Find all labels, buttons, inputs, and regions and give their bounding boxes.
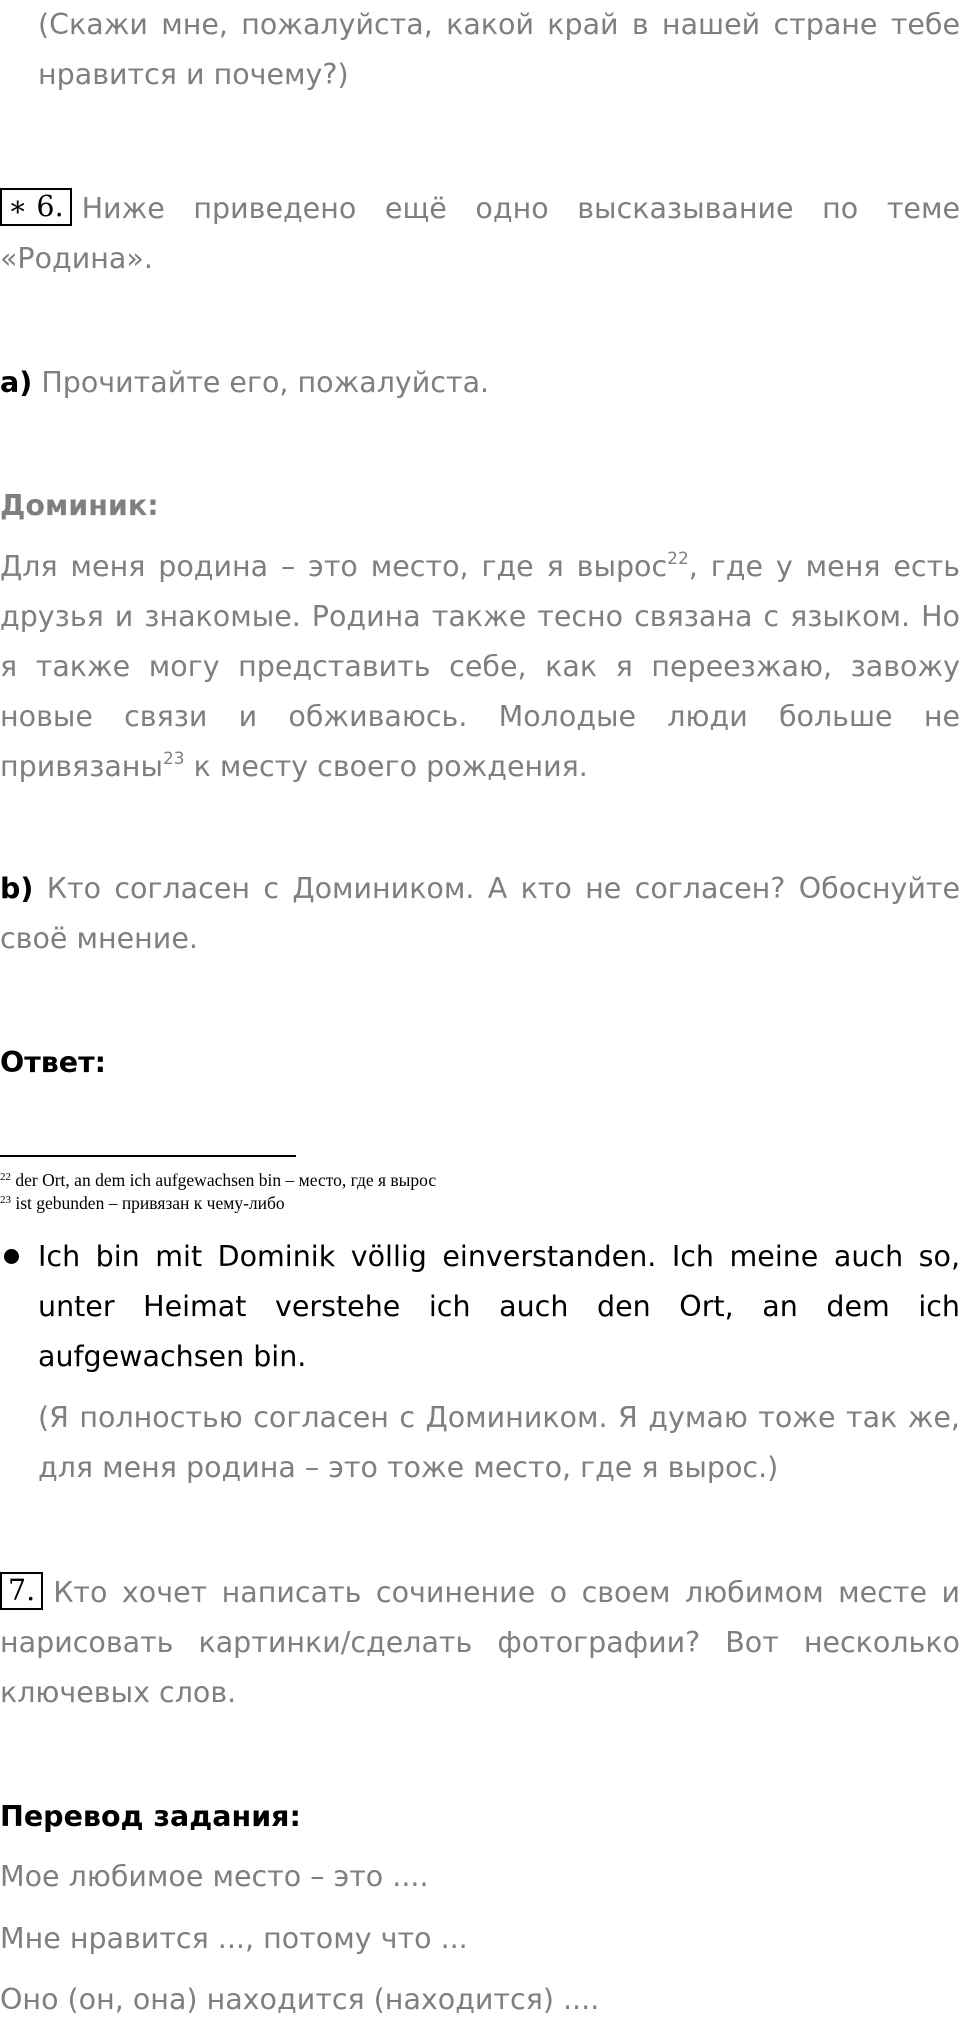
quote-part-1: Для меня родина – это место, где я вырос bbox=[0, 550, 668, 583]
footnote-divider bbox=[0, 1155, 296, 1157]
part-a-label: a) bbox=[0, 366, 33, 399]
answer-translation: (Я полностью согласен с Домиником. Я думаю тоже так же, для меня родина – это тоже место, где я вырос.) bbox=[38, 1401, 960, 1484]
part-b bbox=[0, 864, 960, 964]
task-7-heading bbox=[0, 1568, 960, 1718]
speaker-name: Доминик: bbox=[0, 489, 159, 522]
task-6-text: Ниже приведено ещё одно высказывание по теме «Родина». bbox=[0, 192, 960, 275]
part-a bbox=[0, 358, 489, 408]
footnote-ref-23: 23 bbox=[162, 749, 185, 769]
footnote-text: ist gebunden – привязан к чему-либо bbox=[15, 1193, 285, 1213]
task-number-box: 7. bbox=[0, 1572, 43, 1610]
footnote-22 bbox=[0, 1169, 436, 1192]
answer-bullet-text: Ich bin mit Dominik völlig einverstanden. Ich meine auch so, unter Heimat verstehe ich auch den Ort, an dem ich aufgewachsen bin. bbox=[38, 1240, 960, 1373]
translation-line-3: Оно (он, она) находится (находится) .... bbox=[0, 1983, 600, 2016]
answer-label: Ответ: bbox=[0, 1046, 107, 1079]
translation-line-1: Мое любимое место – это .... bbox=[0, 1860, 429, 1893]
footnote-23 bbox=[0, 1192, 436, 1215]
footnote-number: 23 bbox=[0, 1194, 11, 1206]
footnote-ref-22: 22 bbox=[667, 549, 689, 569]
quote-part-3: к месту своего рождения. bbox=[184, 750, 588, 783]
quote-part-2: , где у меня есть друзья и знакомые. Родина также тесно связана с языком. Но я также могу представить себе, как я переезжаю, завожу новые связи и обживаюсь. Молодые люди больше не привязаны bbox=[0, 550, 960, 783]
translation-line-2: Мне нравится ..., потому что ... bbox=[0, 1922, 468, 1955]
footnotes bbox=[0, 1155, 436, 1215]
footnote-text: der Ort, an dem ich aufgewachsen bin – место, где я вырос bbox=[15, 1170, 437, 1190]
task-6-heading bbox=[0, 184, 960, 284]
task-number-box: ∗ 6. bbox=[0, 188, 72, 226]
bullet-icon bbox=[0, 1232, 38, 1382]
answer-bullet bbox=[0, 1232, 960, 1382]
footnote-number: 22 bbox=[0, 1171, 11, 1183]
dominik-quote bbox=[0, 542, 960, 792]
translation-label: Перевод задания: bbox=[0, 1800, 301, 1833]
part-a-text: Прочитайте его, пожалуйста. bbox=[41, 366, 490, 399]
part-b-text: Кто согласен с Домиником. А кто не согласен? Обоснуйте своё мнение. bbox=[0, 872, 960, 955]
part-b-label: b) bbox=[0, 872, 34, 905]
previous-translation: (Скажи мне, пожалуйста, какой край в нашей стране тебе нравится и почему?) bbox=[38, 8, 960, 91]
task-7-text: Кто хочет написать сочинение о своем любимом месте и нарисовать картинки/сделать фотографии? Вот несколько ключевых слов. bbox=[0, 1576, 960, 1709]
